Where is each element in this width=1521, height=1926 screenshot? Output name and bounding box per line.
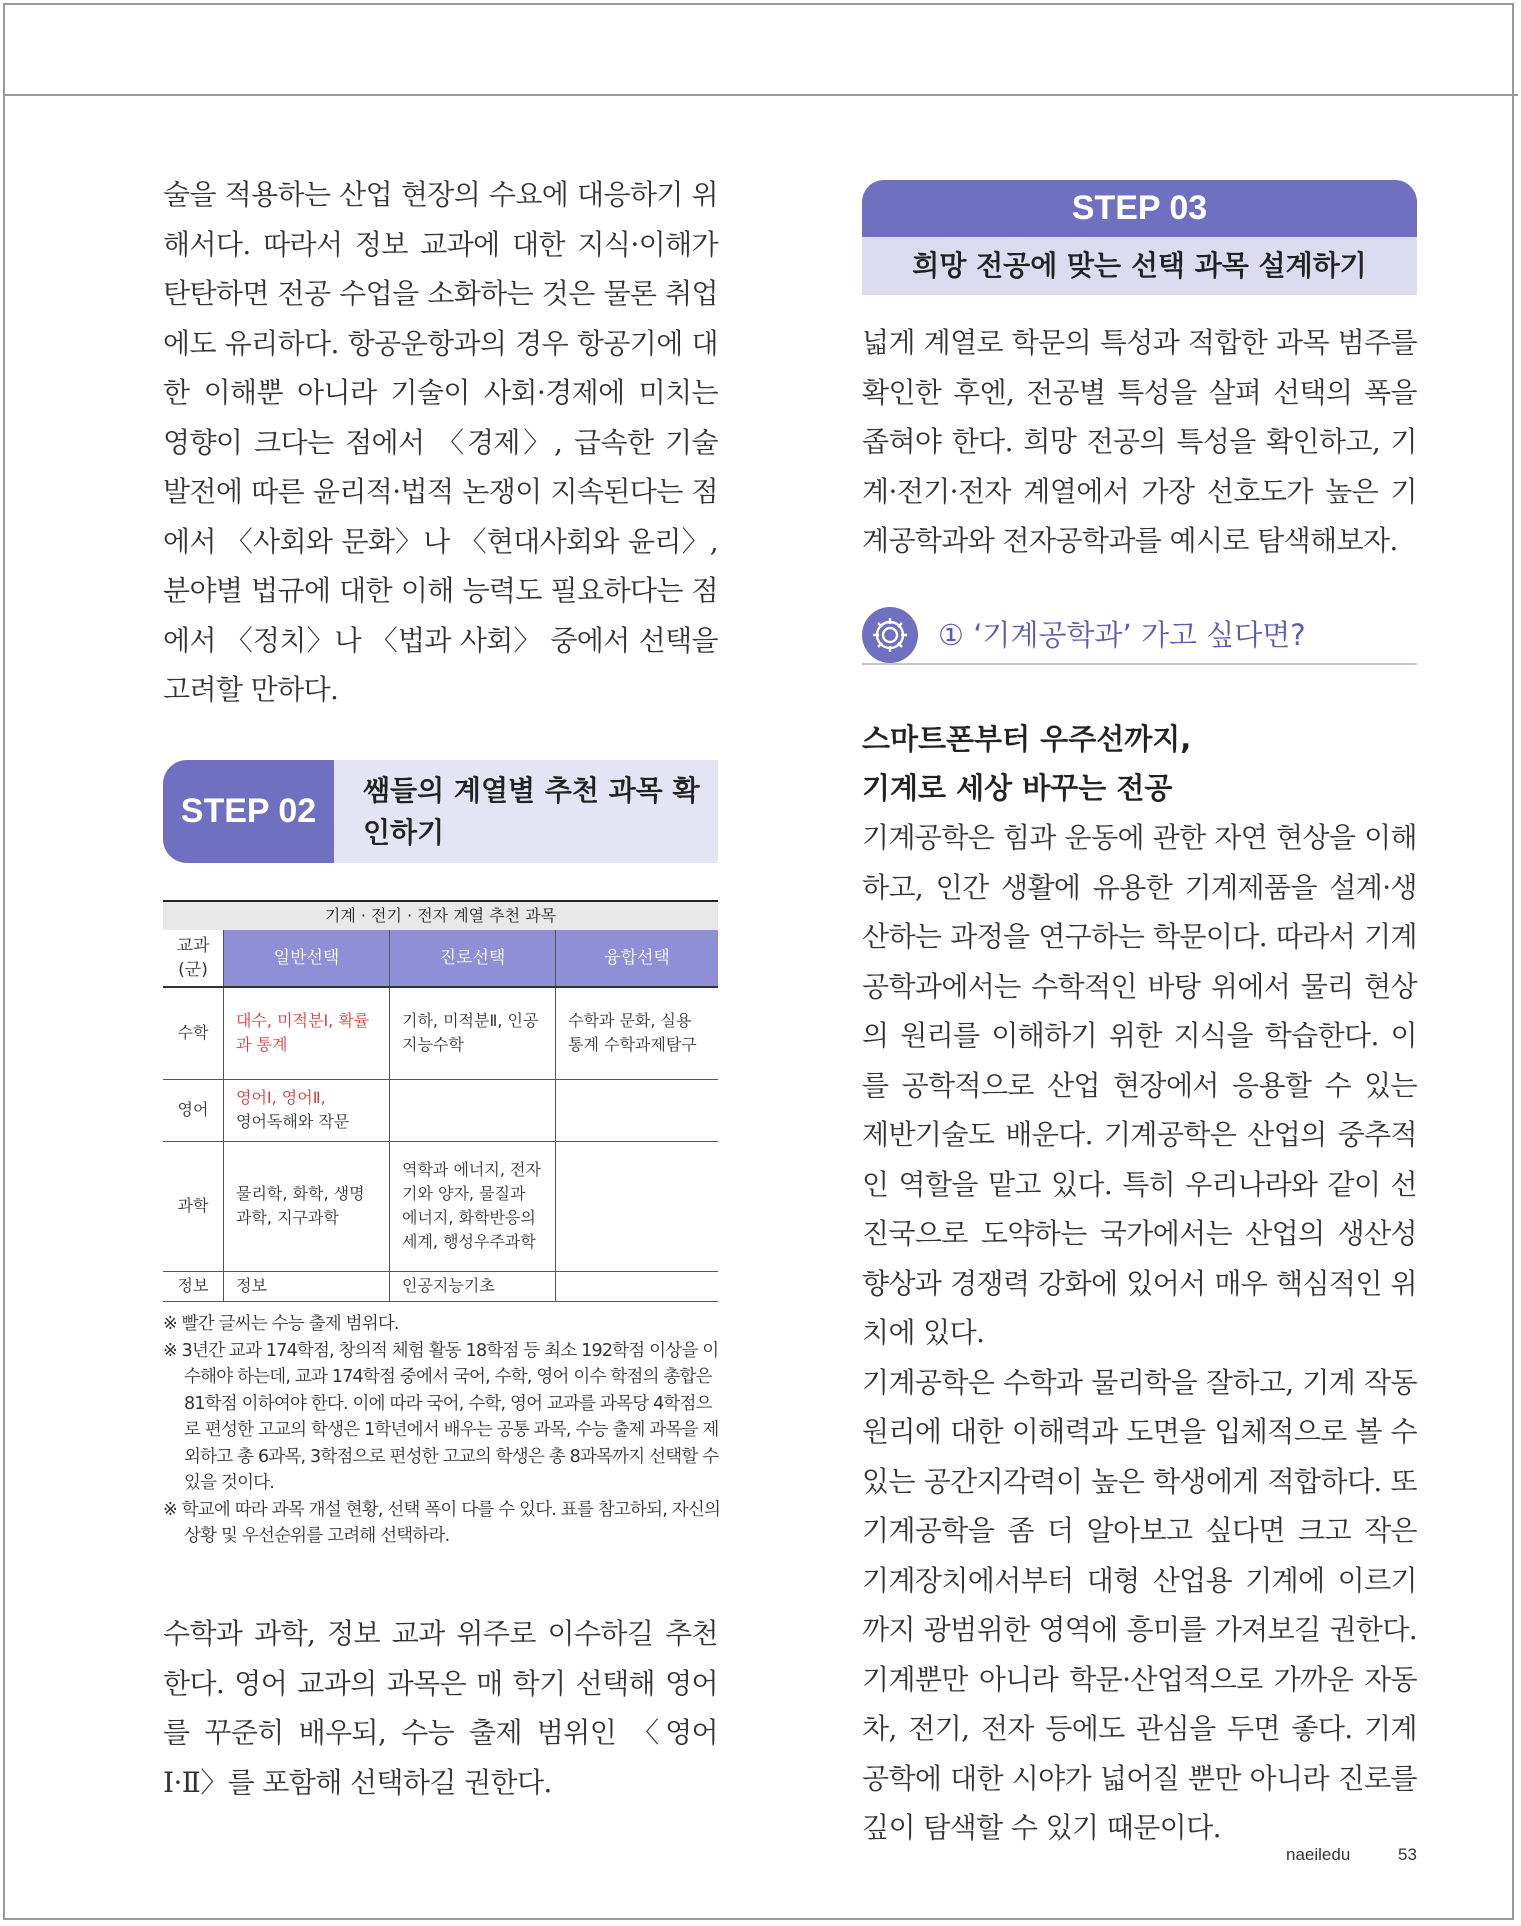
left-paragraph-2: 수학과 과학, 정보 교과 위주로 이수하길 추천한다. 영어 교과의 과목은 매 학기 선택해 영어를 꾸준히 배우되, 수능 출제 범위인 〈영어Ⅰ·Ⅱ〉를 포함해 선택하길 권한다. [163, 1617, 718, 1799]
right-intro [862, 318, 1417, 566]
right-paragraph-1: 넓게 계열로 학문의 특성과 적합한 과목 범주를 확인한 후엔, 전공별 특성을 살펴 선택의 폭을 좁혀야 한다. 희망 전공의 특성을 확인하고, 기계·전기·전자 계열에서 가장 선호도가 높은 기계공학과와 전자공학과를 예시로 탐색해보자. [862, 326, 1417, 557]
cell-convergence: 수학과 문화, 실용 통계 수학과제탐구 [556, 987, 719, 1079]
cell-general-red: 영어Ⅰ, 영어Ⅱ, [236, 1088, 326, 1107]
cell-subject: 정보 [163, 1271, 224, 1301]
table-header-convergence: 융합선택 [556, 930, 719, 987]
table-title: 기계 · 전기 · 전자 계열 추천 과목 [163, 900, 718, 930]
table-notes [163, 1311, 723, 1550]
step3-banner [862, 180, 1417, 295]
cell-general: 물리학, 화학, 생명과학, 지구과학 [224, 1141, 390, 1271]
page-number: 53 [1398, 1845, 1417, 1864]
right-article [862, 715, 1417, 1853]
table-row [163, 1141, 718, 1271]
note-3: ※ 학교에 따라 과목 개설 현황, 선택 폭이 다를 수 있다. 표를 참고하되, 자신의 상황 및 우선순위를 고려해 선택하라. [163, 1499, 721, 1546]
cell-career [390, 1079, 556, 1141]
table-header-row [163, 930, 718, 987]
article-heading-2: 기계로 세상 바꾸는 전공 [862, 771, 1173, 805]
cell-general: 대수, 미적분Ⅰ, 확률과 통계 [224, 987, 390, 1079]
right-paragraph-2: 기계공학은 힘과 운동에 관한 자연 현상을 이해하고, 인간 생활에 유용한 기계제품을 설계·생산하는 과정을 연구하는 학문이다. 따라서 기계공학과에서는 수학적인 바탕 위에서 물리 현상의 원리를 이해하기 위한 지식을 학습한다. 이를 공학적으로 산업 현장에서 응용할 수 있는 제반기술도 배운다. 기계공학은 산업의 중추적인 역할을 맡고 있다. 특히 우리나라와 같이 선진국으로 도약하는 국가에서는 산업의 생산성 향상과 경쟁력 강화에 있어서 매우 핵심적인 위치에 있다. [862, 821, 1417, 1349]
step3-tag: STEP 03 [862, 180, 1417, 237]
cell-subject: 수학 [163, 987, 224, 1079]
recommend-table [163, 930, 718, 1302]
left-intro [163, 170, 718, 715]
cell-general [224, 1079, 390, 1141]
step2-title: 쌤들의 계열별 추천 과목 확인하기 [363, 774, 700, 849]
cell-subject: 영어 [163, 1079, 224, 1141]
note-2: ※ 3년간 교과 174학점, 창의적 체험 활동 18학점 등 최소 192학점 이상을 이수해야 하는데, 교과 174학점 중에서 국어, 수학, 영어 이수 학점의 총합은 81학점 이하여야 한다. 이에 따라 국어, 수학, 영어 교과를 과목당 4학점으로 편성한 고교의 학생은 1학년에서 배우는 공통 과목, 수능 출제 과목을 제외하고 총 6과목, 3학점으로 편성한 고교의 학생은 총 8과목까지 선택할 수 있을 것이다. [163, 1340, 719, 1493]
section-heading [862, 607, 1417, 665]
cell-career: 인공지능기초 [390, 1271, 556, 1301]
cell-general: 정보 [224, 1271, 390, 1301]
left-paragraph-1: 술을 적용하는 산업 현장의 수요에 대응하기 위해서다. 따라서 정보 교과에 대한 지식·이해가 탄탄하면 전공 수업을 소화하는 것은 물론 취업에도 유리하다. 항공운항과의 경우 항공기에 대한 이해뿐 아니라 기술이 사회·경제에 미치는 영향이 크다는 점에서 〈경제〉, 급속한 기술 발전에 따른 윤리적·법적 논쟁이 지속된다는 점에서 〈사회와 문화〉나 〈현대사회와 윤리〉, 분야별 법규에 대한 이해 능력도 필요하다는 점에서 〈정치〉나 〈법과 사회〉 중에서 선택을 고려할 만하다. [163, 178, 718, 706]
cell-career: 기하, 미적분Ⅱ, 인공지능수학 [390, 987, 556, 1079]
right-paragraph-3: 기계공학은 수학과 물리학을 잘하고, 기계 작동 원리에 대한 이해력과 도면을 입체적으로 볼 수 있는 공간지각력이 높은 학생에게 적합하다. 또 기계공학을 좀 더 알아보고 싶다면 크고 작은 기계장치에서부터 대형 산업용 기계에 이르기까지 광범위한 영역에 흥미를 가져보길 권한다. 기계뿐만 아니라 학문·산업적으로 가까운 자동차, 전기, 전자 등에도 관심을 두면 좋다. 기계공학에 대한 시야가 넓어질 뿐만 아니라 진로를 깊이 탐색할 수 있기 때문이다. [862, 1365, 1417, 1844]
cell-general-black: 영어독해와 작문 [236, 1112, 350, 1131]
gear-icon [862, 607, 918, 663]
cell-convergence [556, 1079, 719, 1141]
section-label: ① ‘기계공학과’ 가고 싶다면? [938, 618, 1306, 652]
footer-brand: naeiledu [1286, 1845, 1351, 1864]
step3-title: 희망 전공에 맞는 선택 과목 설계하기 [862, 237, 1417, 295]
left-closing [163, 1609, 718, 1807]
step2-banner [163, 760, 718, 863]
step2-tag: STEP 02 [163, 760, 334, 863]
table-header-general: 일반선택 [224, 930, 390, 987]
table-row [163, 987, 718, 1079]
article-heading-1: 스마트폰부터 우주선까지, [862, 722, 1192, 756]
table-header-subject: 교과 (군) [163, 930, 224, 987]
table-row [163, 1271, 718, 1301]
table-row [163, 1079, 718, 1141]
cell-subject: 과학 [163, 1141, 224, 1271]
top-rule [3, 94, 1518, 96]
cell-convergence [556, 1141, 719, 1271]
cell-career: 역학과 에너지, 전자기와 양자, 물질과 에너지, 화학반응의 세계, 행성우주과학 [390, 1141, 556, 1271]
table-header-career: 진로선택 [390, 930, 556, 987]
cell-convergence [556, 1271, 719, 1301]
note-1: ※ 빨간 글씨는 수능 출제 범위다. [163, 1314, 399, 1334]
